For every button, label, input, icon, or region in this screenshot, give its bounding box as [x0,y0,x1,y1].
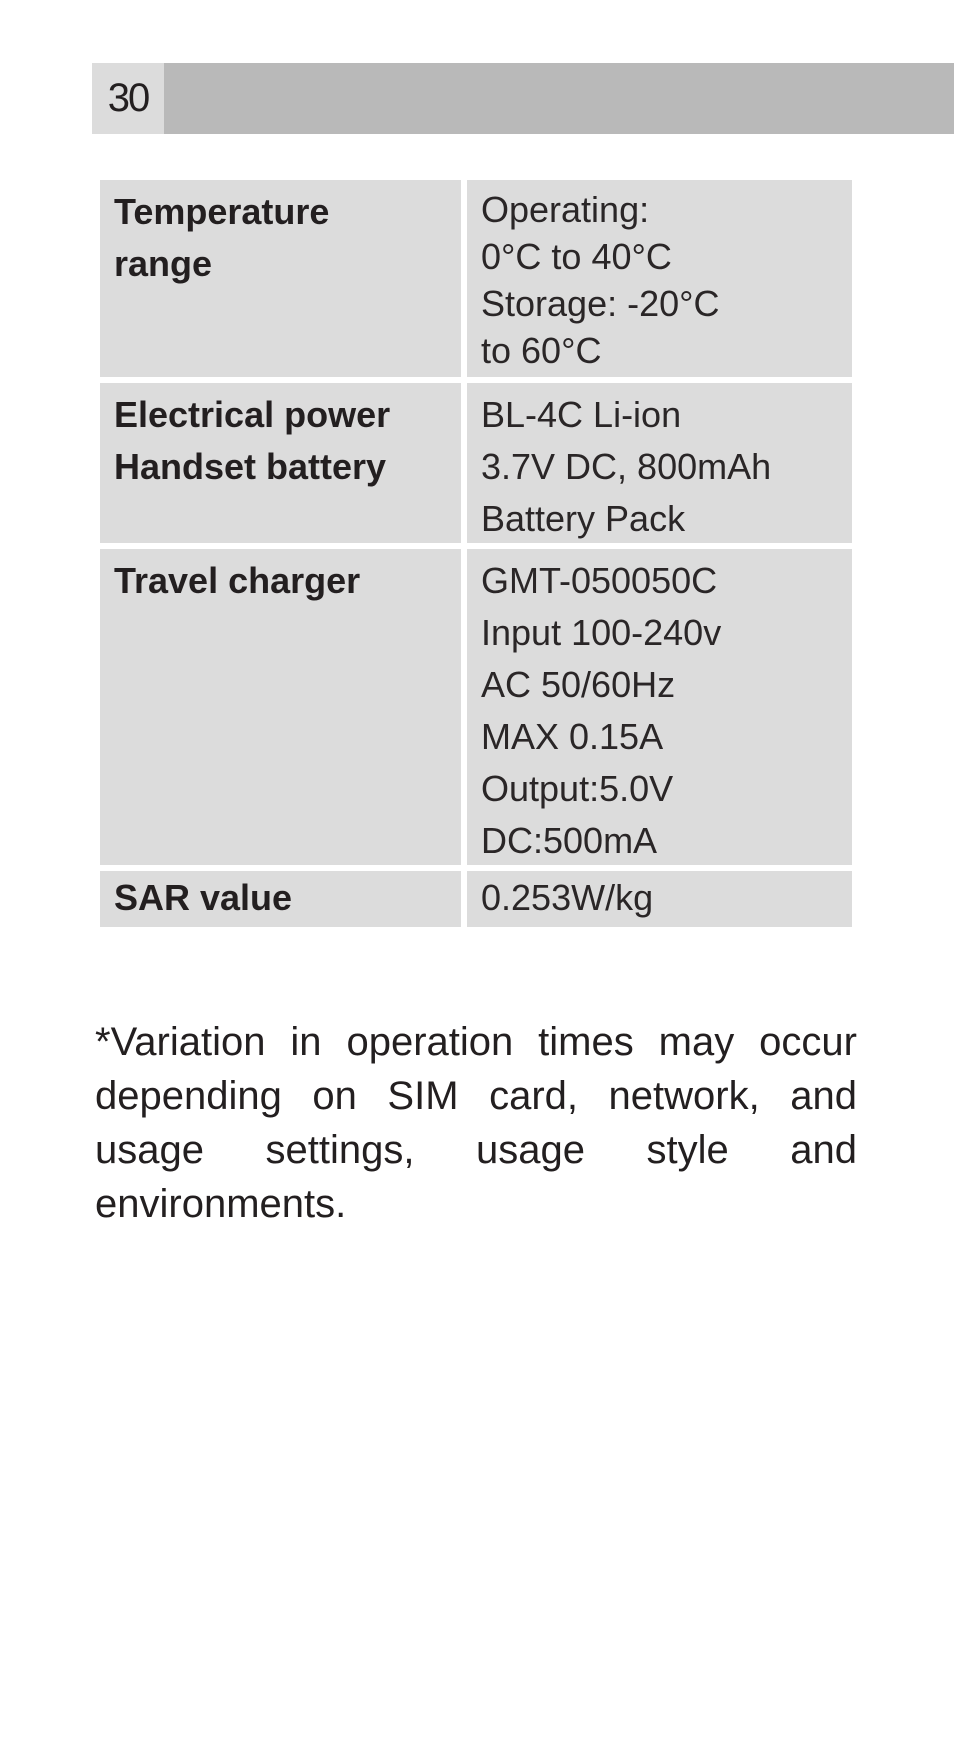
header-bar [92,63,954,134]
spec-value-line: 3.7V DC, 800mAh [481,446,772,487]
spec-label: Travel charger [100,549,461,865]
spec-value [467,549,852,865]
spec-value [467,383,852,543]
spec-value-line: GMT-050050C [481,560,718,601]
spec-value-line: Output:5.0V [481,768,674,809]
footnote: *Variation in operation times may occur depending on SIM card, network, and usage settings, usage style and environments. [95,1020,857,1226]
spec-row-sar-value [100,871,852,927]
spec-value-line: Input 100-240v [481,612,722,653]
spec-value-line: Battery Pack [481,498,686,539]
spec-value-line: 0°C to 40°C [481,236,672,277]
spec-value-line: MAX 0.15A [481,716,664,757]
spec-table [100,180,852,933]
spec-value-line: Operating: [481,189,650,230]
spec-row-electrical-power [100,383,852,543]
spec-value [467,180,852,377]
spec-value-line: DC:500mA [481,820,658,861]
spec-row-temperature [100,180,852,377]
spec-label: Temperature range [100,180,461,377]
spec-value-line: AC 50/60Hz [481,664,676,705]
spec-row-travel-charger [100,549,852,865]
spec-value-line: Storage: -20°C [481,283,720,324]
spec-value [467,871,852,927]
spec-label: SAR value [100,871,461,927]
spec-value-line: BL-4C Li-ion [481,394,682,435]
spec-value-line: 0.253W/kg [481,877,654,918]
spec-value-line: to 60°C [481,330,602,371]
page-number: 30 [92,63,164,134]
spec-label: Electrical power Handset battery [100,383,461,543]
